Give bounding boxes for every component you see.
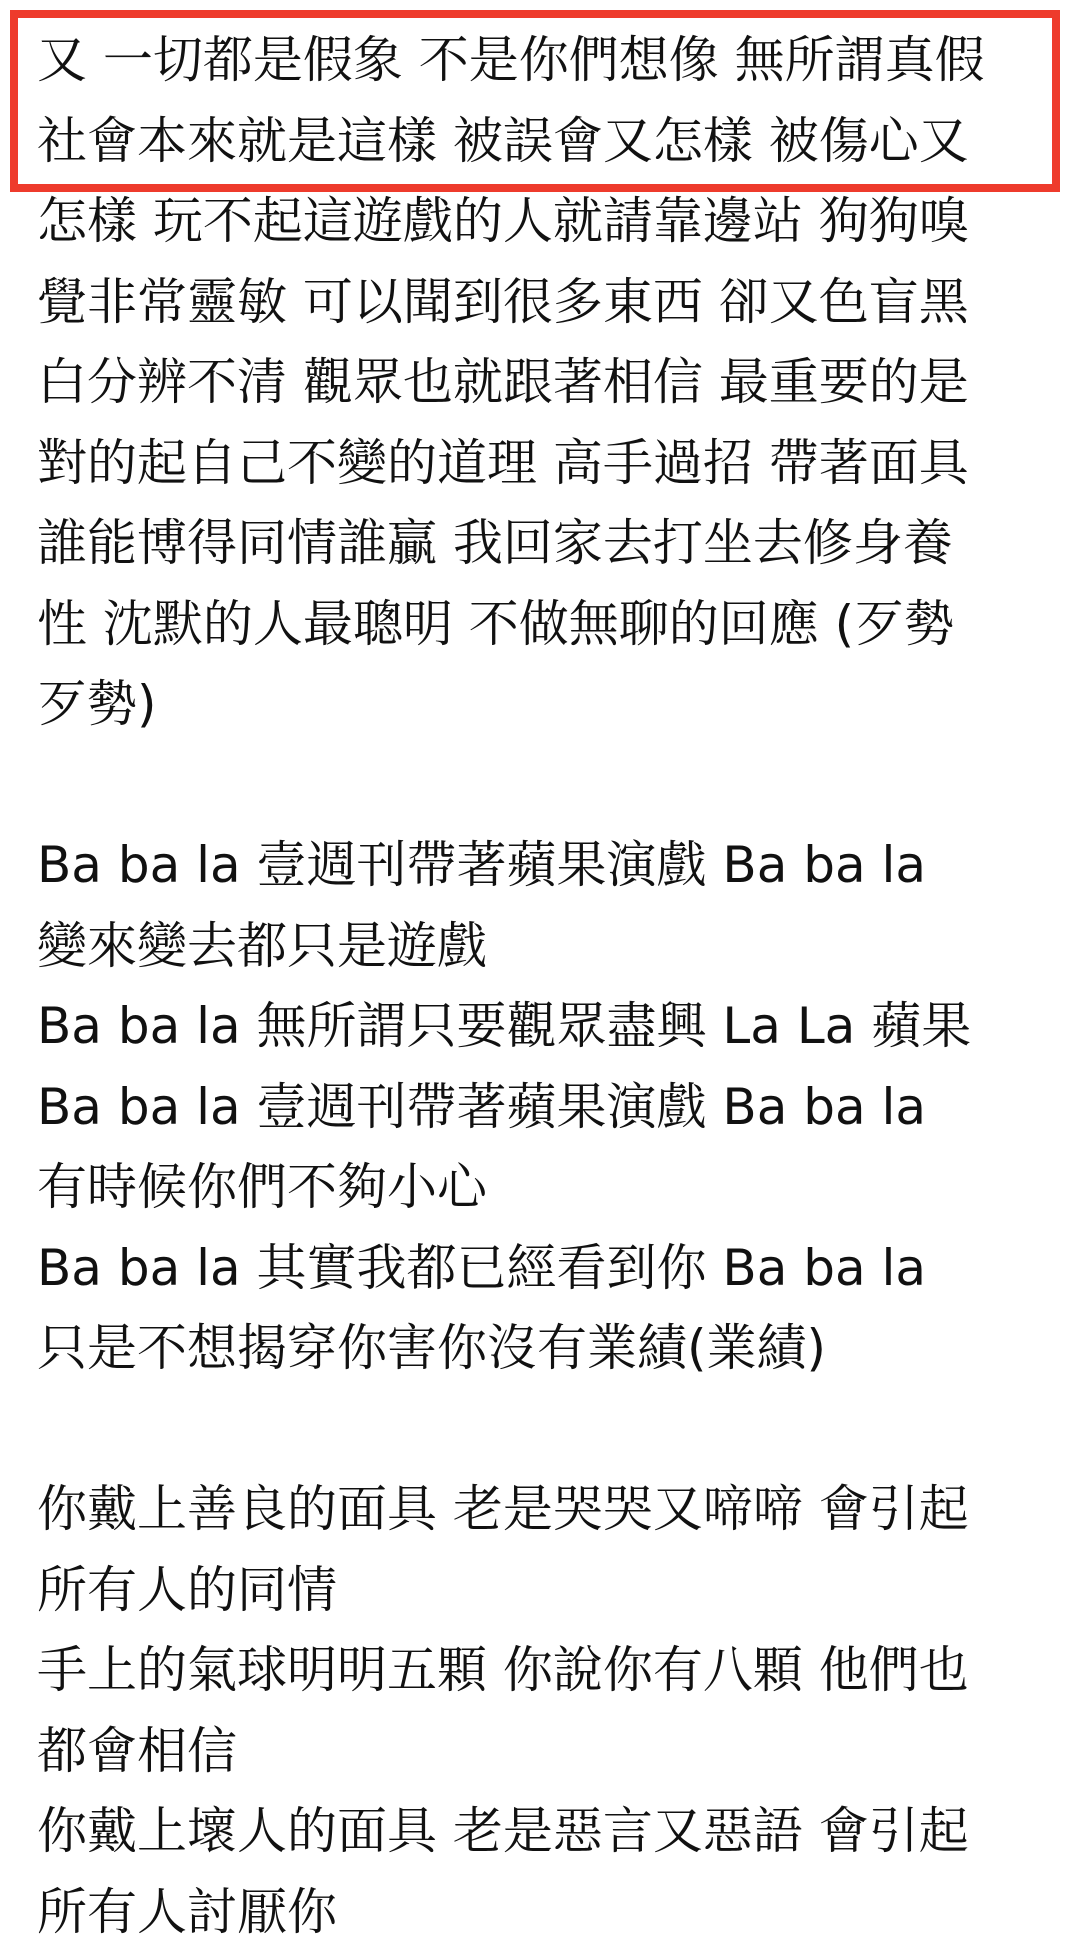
lyric-line: 又 一切都是假象 不是你們想像 無所謂真假 xyxy=(37,20,1047,101)
lyric-line: 你戴上善良的面具 老是哭哭又啼啼 會引起 xyxy=(37,1469,1047,1550)
lyric-line: 覺非常靈敏 可以聞到很多東西 卻又色盲黑 xyxy=(37,262,1047,343)
lyric-line: 白分辨不清 觀眾也就跟著相信 最重要的是 xyxy=(37,342,1047,423)
lyric-line: 你戴上壞人的面具 老是惡言又惡語 會引起 xyxy=(37,1791,1047,1872)
lyric-line: 所有人的同情 xyxy=(37,1550,1047,1631)
stanza-gap xyxy=(37,1389,1047,1470)
stanza-3 xyxy=(37,1469,1047,1952)
stanza-1 xyxy=(37,20,1047,745)
lyric-line: 誰能博得同情誰贏 我回家去打坐去修身養 xyxy=(37,503,1047,584)
lyric-line: 怎樣 玩不起這遊戲的人就請靠邊站 狗狗嗅 xyxy=(37,181,1047,262)
lyric-line: 所有人討厭你 xyxy=(37,1872,1047,1952)
lyric-line: 都會相信 xyxy=(37,1711,1047,1792)
lyric-line: Ba ba la 壹週刊帶著蘋果演戲 Ba ba la xyxy=(37,825,1047,906)
lyric-line: 對的起自己不變的道理 高手過招 帶著面具 xyxy=(37,423,1047,504)
lyric-line: 手上的氣球明明五顆 你說你有八顆 他們也 xyxy=(37,1630,1047,1711)
lyric-line: 歹勢) xyxy=(37,664,1047,745)
stanza-2 xyxy=(37,825,1047,1389)
lyric-line: Ba ba la 其實我都已經看到你 Ba ba la xyxy=(37,1228,1047,1309)
lyric-line: Ba ba la 壹週刊帶著蘋果演戲 Ba ba la xyxy=(37,1067,1047,1148)
lyric-line: 只是不想揭穿你害你沒有業績(業績) xyxy=(37,1308,1047,1389)
stanza-gap xyxy=(37,745,1047,826)
lyric-line: Ba ba la 無所謂只要觀眾盡興 La La 蘋果 xyxy=(37,986,1047,1067)
lyrics-text xyxy=(37,20,1047,1952)
lyric-line: 社會本來就是這樣 被誤會又怎樣 被傷心又 xyxy=(37,101,1047,182)
lyric-line: 性 沈默的人最聰明 不做無聊的回應 (歹勢 xyxy=(37,584,1047,665)
lyric-line: 有時候你們不夠小心 xyxy=(37,1147,1047,1228)
lyric-line: 變來變去都只是遊戲 xyxy=(37,906,1047,987)
